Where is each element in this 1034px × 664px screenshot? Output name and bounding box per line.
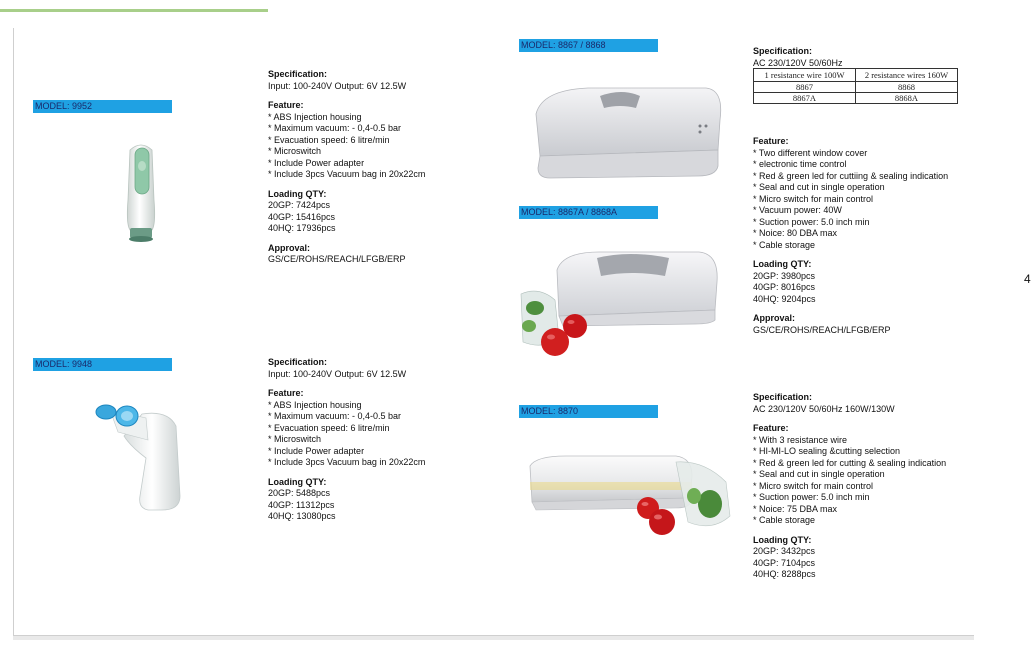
loading-item: 40GP: 7104pcs xyxy=(753,557,816,568)
feature-heading: Feature: xyxy=(268,388,304,398)
spec-block-9952 xyxy=(268,69,425,274)
loading-item: 40GP: 8016pcs xyxy=(753,282,816,292)
spec-block-8870 xyxy=(753,392,946,589)
model-tag-8870: MODEL: 8870 xyxy=(519,405,658,418)
approval-heading: Approval: xyxy=(268,242,311,253)
loading-item: 20GP: 3432pcs xyxy=(753,546,816,556)
approval-value: GS/CE/ROHS/REACH/LFGB/ERP xyxy=(268,254,406,264)
feature-item: * Micro switch for main control xyxy=(753,193,874,204)
handheld-vacuum-9948-image xyxy=(90,396,185,514)
feature-item: * Seal and cut in single operation xyxy=(753,182,885,192)
loading-item: 20GP: 5488pcs xyxy=(268,488,331,498)
feature-item: * Include 3pcs Vacuum bag in 20x22cm xyxy=(268,169,426,179)
spec-value: AC 230/120V 50/60Hz 160W/130W xyxy=(753,403,895,414)
feature-item: * Include Power adapter xyxy=(268,445,365,456)
feature-item: * Two different window cover xyxy=(753,147,868,158)
vacuum-sealer-8867a-image xyxy=(519,246,724,362)
loading-heading: Loading QTY: xyxy=(753,534,812,545)
table-row xyxy=(754,82,958,93)
feature-item: * Red & green led for cuttiing & sealing indication xyxy=(753,170,949,181)
spec-block-9948 xyxy=(268,357,425,531)
spec-value: Input: 100-240V Output: 6V 12.5W xyxy=(268,368,407,379)
feature-item: * Evacuation speed: 6 litre/min xyxy=(268,422,390,433)
feature-block-8867 xyxy=(753,136,948,344)
handheld-vacuum-9952-image xyxy=(118,140,164,246)
page-shadow xyxy=(13,636,974,640)
loading-item: 40HQ: 13080pcs xyxy=(268,511,336,521)
loading-heading: Loading QTY: xyxy=(753,259,812,269)
page-number: 4 xyxy=(1024,272,1031,286)
loading-heading: Loading QTY: xyxy=(268,188,327,199)
feature-item: * ABS Injection housing xyxy=(268,399,362,410)
feature-item: * Micro switch for main control xyxy=(753,480,874,491)
feature-item: * Vacuum power: 40W xyxy=(753,205,842,215)
feature-item: * HI-MI-LO sealing &cutting selection xyxy=(753,446,901,456)
feature-heading: Feature: xyxy=(268,100,304,110)
feature-item: * Include 3pcs Vacuum bag in 20x22cm xyxy=(268,457,426,467)
table-row xyxy=(754,69,958,82)
feature-item: * Cable storage xyxy=(753,239,816,250)
resistance-wire-table xyxy=(753,68,958,104)
feature-item: * Maximum vacuum: - 0,4-0.5 bar xyxy=(268,411,402,421)
table-header-cell: 2 resistance wires 160W xyxy=(856,69,958,82)
spec-heading: Specification: xyxy=(753,392,813,402)
spec-heading: Specification: xyxy=(753,46,813,56)
table-cell: 8867A xyxy=(754,93,856,104)
model-tag-9948: MODEL: 9948 xyxy=(33,358,172,371)
spec-block-8867 xyxy=(753,46,843,69)
loading-item: 40GP: 11312pcs xyxy=(268,499,335,510)
spec-heading: Specification: xyxy=(268,357,328,367)
model-tag-9952: MODEL: 9952 xyxy=(33,100,172,113)
feature-item: * Seal and cut in single operation xyxy=(753,469,885,479)
feature-item: * Include Power adapter xyxy=(268,157,365,168)
spec-heading: Specification: xyxy=(268,69,328,79)
model-tag-8867a-8868a: MODEL: 8867A / 8868A xyxy=(519,206,658,219)
feature-item: * Maximum vacuum: - 0,4-0.5 bar xyxy=(268,123,402,133)
feature-item: * ABS Injection housing xyxy=(268,111,362,122)
vacuum-sealer-8867-image xyxy=(528,80,728,184)
feature-item: * Suction power: 5.0 inch min xyxy=(753,492,870,502)
loading-item: 40HQ: 8288pcs xyxy=(753,569,816,579)
loading-item: 20GP: 7424pcs xyxy=(268,200,331,210)
feature-item: * Suction power: 5.0 inch min xyxy=(753,216,870,227)
feature-item: * Microswitch xyxy=(268,434,322,444)
feature-item: * Noice: 80 DBA max xyxy=(753,228,838,238)
spec-value: Input: 100-240V Output: 6V 12.5W xyxy=(268,80,407,91)
table-cell: 8868 xyxy=(856,82,958,93)
feature-item: * Red & green led for cutting & sealing indication xyxy=(753,457,947,468)
loading-item: 40HQ: 17936pcs xyxy=(268,223,336,233)
vacuum-sealer-8870-image xyxy=(526,452,732,542)
loading-heading: Loading QTY: xyxy=(268,476,327,487)
table-cell: 8868A xyxy=(856,93,958,104)
feature-item: * Microswitch xyxy=(268,146,322,156)
feature-item: * Evacuation speed: 6 litre/min xyxy=(268,134,390,145)
table-header-cell: 1 resistance wire 100W xyxy=(754,69,856,82)
feature-item: * Noice: 75 DBA max xyxy=(753,503,838,514)
feature-item: * Cable storage xyxy=(753,515,816,525)
feature-heading: Feature: xyxy=(753,423,789,433)
feature-heading: Feature: xyxy=(753,136,789,146)
approval-value: GS/CE/ROHS/REACH/LFGB/ERP xyxy=(753,324,891,335)
model-tag-8867-8868: MODEL: 8867 / 8868 xyxy=(519,39,658,52)
feature-item: * With 3 resistance wire xyxy=(753,434,848,445)
table-row xyxy=(754,93,958,104)
table-cell: 8867 xyxy=(754,82,856,93)
approval-heading: Approval: xyxy=(753,313,796,323)
loading-item: 40HQ: 9204pcs xyxy=(753,293,816,304)
header-rule xyxy=(0,9,268,12)
spec-value: AC 230/120V 50/60Hz xyxy=(753,57,843,68)
loading-item: 20GP: 3980pcs xyxy=(753,270,816,281)
loading-item: 40GP: 15416pcs xyxy=(268,211,336,222)
feature-item: * electronic time control xyxy=(753,159,847,169)
